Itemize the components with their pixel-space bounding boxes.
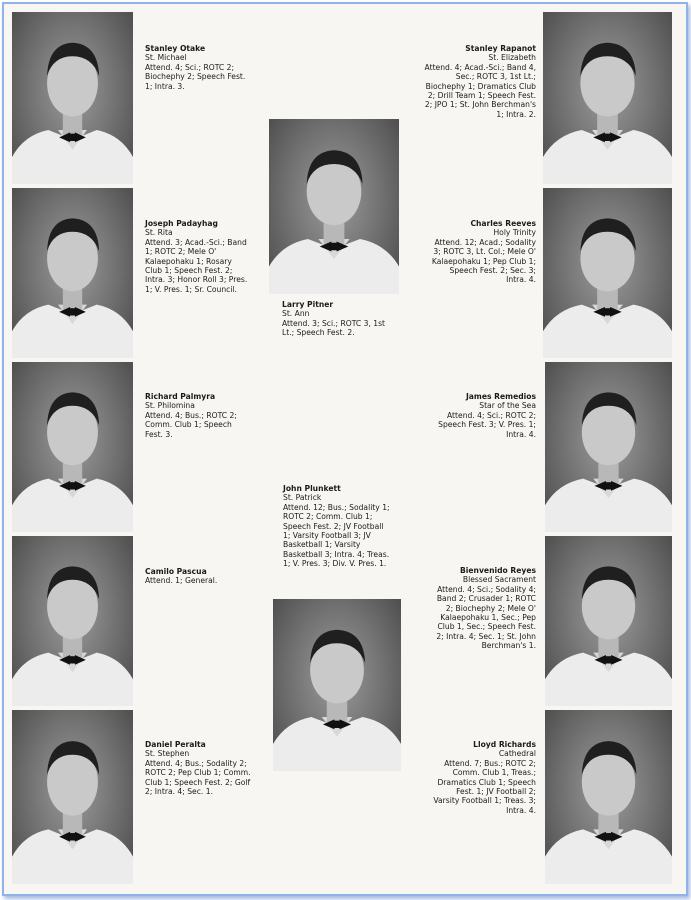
bio-stanley-otake [145, 44, 255, 91]
portrait-james-remedios [545, 362, 672, 532]
portrait-silhouette [12, 188, 133, 358]
portrait-richard-palmyra [12, 362, 133, 532]
student-parish: St. Rita [145, 228, 173, 238]
portrait-daniel-peralta [12, 710, 133, 884]
portrait-silhouette [545, 710, 672, 884]
student-name: John Plunkett [283, 484, 341, 493]
student-name: Camilo Pascua [145, 567, 207, 576]
student-activities: Attend. 3; Sci.; ROTC 3, 1st Lt.; Speech Fest. 2. [282, 318, 386, 338]
student-parish: St. Stephen [145, 749, 190, 759]
portrait-silhouette [269, 119, 399, 294]
student-activities: Attend. 4; Sci.; ROTC 2; Speech Fest. 3; V. Pres. 1; Intra. 4. [438, 410, 536, 439]
student-activities: Attend. 4; Bus.; Sodality 2; ROTC 2; Pep Club 1; Comm. Club 1; Speech Fest. 2; Golf 2; Intra. 4; Sec. 1. [145, 758, 251, 797]
student-parish: St. Philomina [145, 401, 195, 411]
portrait-joseph-padayhag [12, 188, 133, 358]
portrait-silhouette [545, 536, 672, 706]
student-parish: Blessed Sacrament [462, 575, 536, 585]
student-name: Joseph Padayhag [145, 219, 218, 228]
student-parish: St. Ann [282, 309, 310, 319]
student-activities: Attend. 4; Bus.; ROTC 2; Comm. Club 1; Speech Fest. 3. [145, 410, 237, 439]
yearbook-page [2, 2, 688, 896]
portrait-silhouette [12, 362, 133, 532]
portrait-silhouette [12, 710, 133, 884]
bio-joseph-padayhag [145, 219, 251, 294]
student-parish: St. Elizabeth [488, 53, 536, 63]
portrait-silhouette [273, 599, 401, 771]
bio-richard-palmyra [145, 392, 251, 439]
student-activities: Attend. 4; Sci.; Sodality 4; Band 2; Crusader 1; ROTC 2; Biochephy 2; Mele O' Kalaepohaku 1, Sec.; Pep Club 1, Sec.; Speech Fest. 2; Intra. 4; Sec. 1; St. John Berchman's 1. [436, 584, 536, 651]
student-parish: St. Patrick [283, 493, 322, 503]
bio-bienvenido-reyes [428, 566, 536, 651]
portrait-camilo-pascua [12, 536, 133, 706]
student-name: Bienvenido Reyes [460, 566, 536, 575]
student-parish: Cathedral [498, 749, 536, 759]
student-parish: Star of the Sea [479, 401, 536, 411]
student-name: James Remedios [465, 392, 536, 401]
student-name: Stanley Otake [145, 44, 206, 53]
student-name: Larry Pitner [282, 300, 334, 309]
portrait-stanley-otake [12, 12, 133, 184]
student-activities: Attend. 1; General. [145, 576, 218, 586]
portrait-larry-pitner [269, 119, 399, 294]
portrait-silhouette [545, 362, 672, 532]
bio-daniel-peralta [145, 740, 251, 796]
student-name: Daniel Peralta [145, 740, 206, 749]
portrait-silhouette [12, 12, 133, 184]
bio-lloyd-richards [428, 740, 536, 815]
portrait-bienvenido-reyes [545, 536, 672, 706]
bio-james-remedios [428, 392, 536, 439]
student-activities: Attend. 12; Bus.; Sodality 1; ROTC 2; Comm. Club 1; Speech Fest. 2; JV Football 1; Varsity Football 3; JV Basketball 1; Varsity Basketball 3; Intra. 4; Treas. 1; V. Pres. 3; Div. V. Pres. 1. [283, 502, 390, 569]
bio-larry-pitner [282, 300, 392, 338]
student-name: Richard Palmyra [145, 392, 216, 401]
student-activities: Attend. 4; Acad.-Sci.; Band 4, Sec.; ROTC 3, 1st Lt.; Biochephy 1; Dramatics Club 2; Drill Team 1; Speech Fest. 2; JPO 1; St. John Berchman's 1; Intra. 2. [424, 62, 536, 119]
student-name: Stanley Rapanot [465, 44, 536, 53]
student-name: Charles Reeves [470, 219, 536, 228]
student-activities: Attend. 4; Sci.; ROTC 2; Biochephy 2; Speech Fest. 1; Intra. 3. [145, 62, 246, 91]
bio-john-plunkett [283, 484, 391, 569]
portrait-silhouette [12, 536, 133, 706]
portrait-john-plunkett [273, 599, 401, 771]
portrait-lloyd-richards [545, 710, 672, 884]
bio-charles-reeves [428, 219, 536, 285]
student-name: Lloyd Richards [473, 740, 536, 749]
student-activities: Attend. 3; Acad.-Sci.; Band 1; ROTC 2; Mele O' Kalaepohaku 1; Rosary Club 1; Speech Fest. 2; Intra. 3; Honor Roll 3; Pres. 1; V. Pres. 1; Sr. Council. [145, 237, 248, 294]
bio-stanley-rapanot [422, 44, 536, 119]
student-parish: Holy Trinity [493, 228, 536, 238]
portrait-charles-reeves [543, 188, 672, 358]
bio-camilo-pascua [145, 567, 251, 586]
portrait-silhouette [543, 12, 672, 184]
student-activities: Attend. 7; Bus.; ROTC 2; Comm. Club 1, Treas.; Dramatics Club 1; Speech Fest. 1; JV Football 2; Varsity Football 1; Treas. 3; Intra. 4. [433, 758, 536, 815]
portrait-silhouette [543, 188, 672, 358]
portrait-stanley-rapanot [543, 12, 672, 184]
student-parish: St. Michael [145, 53, 187, 63]
student-activities: Attend. 12; Acad.; Sodality 3; ROTC 3, Lt. Col.; Mele O' Kalaepohaku 1; Pep Club 1; Speech Fest. 2; Sec. 3; Intra. 4. [431, 237, 536, 285]
